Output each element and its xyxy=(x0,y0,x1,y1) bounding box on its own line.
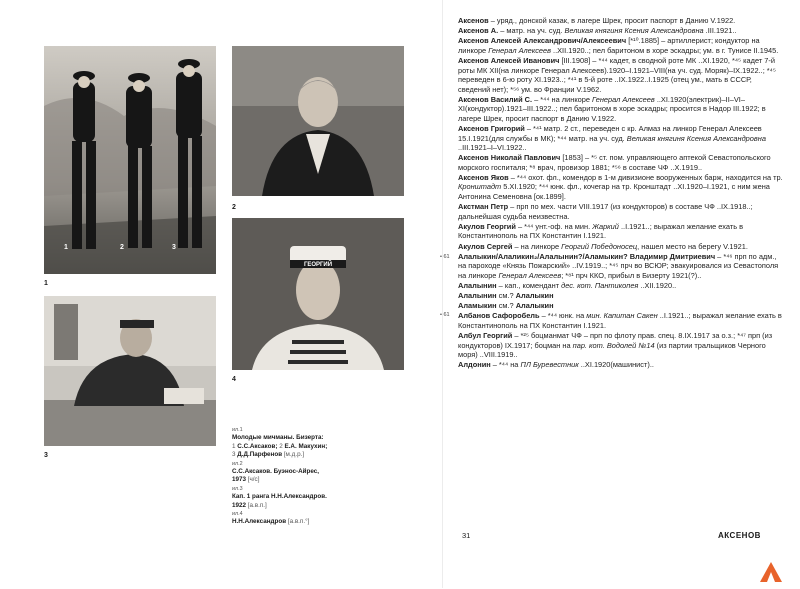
margin-note-1: • 61 xyxy=(440,254,450,260)
entry xyxy=(458,222,783,241)
entry-text: – *²⁵ боцманмат ЧФ – прп по флоту прав. спец. 8.IX.1917 за о.з.; *⁴⁷ прп (из кондукторов) IX.1917; боцман на xyxy=(458,331,773,350)
entry-text: – *⁴¹ матр. 2 ст., переведен с кр. Алмаз на линкор Генерал Алексеев 15.I.1921(для службы в МК); *⁴⁴ матр. на уч. суд. xyxy=(458,123,762,143)
caption-1-title: Молодые мичманы. Бизерта: xyxy=(232,434,324,442)
dictionary-entries xyxy=(458,16,783,370)
caption-1-name-3: Д.Д.Парфенов xyxy=(237,451,283,459)
entry-italic: мин. Капитан Сакен xyxy=(586,311,658,321)
photo-number-4: 4 xyxy=(232,376,236,383)
caption-1-name-1: С.С.Аксаков; xyxy=(237,442,278,450)
running-head: АКСЕНОВ xyxy=(718,531,761,540)
entry xyxy=(458,360,783,370)
photo-4-aleksandrov-sailor xyxy=(232,218,404,370)
entry-italic: Георгий Победоносец xyxy=(561,241,638,251)
photo-number-3: 3 xyxy=(44,452,48,459)
entry-text: – *⁴⁴ на xyxy=(490,360,521,370)
entry xyxy=(458,124,783,153)
entry-name: Алдонин xyxy=(458,360,491,370)
entry-name: Алалынин xyxy=(458,291,497,301)
entry-italic: Великая княгиня Ксения Александровна xyxy=(564,26,704,36)
entry-text: – *⁴⁶ прп по адм., на пароходе «Князь Пожарский» ..IV.1919..; *⁴⁵ прч во ВСЮР; эвакуировался из Севастополя на линкоре xyxy=(458,251,779,280)
entry-italic: Великая княгиня Ксения Александровна xyxy=(626,133,766,143)
entry-name: Аксенов Василий С. xyxy=(458,94,533,104)
cap-ribbon-text: ГЕОРГИЙ xyxy=(303,262,333,268)
inset-number-3: 3 xyxy=(172,244,176,251)
page-number: 31 xyxy=(462,531,471,540)
entry xyxy=(458,202,783,221)
inset-number-1: 1 xyxy=(64,244,68,251)
entry-text: – *⁴⁴ юнк. на xyxy=(539,311,587,321)
entry-name: Албул Георгий xyxy=(458,331,513,340)
caption-4-title: Н.Н.Александров xyxy=(232,518,287,526)
caption-1-name-2: Е.А. Макухин; xyxy=(284,442,328,450)
spread-fold xyxy=(442,0,443,588)
entry-name: Аксенов xyxy=(458,16,489,25)
entry-text: – *⁴⁴ на линкоре xyxy=(532,94,593,104)
entry-name: Аксенов Николай Павлович xyxy=(458,153,561,163)
entry-name: Алалынин xyxy=(458,280,497,290)
entry-text: [1853] – *⁵ ст. пом. управляющего аптекой Севастопольского морского госпиталя; *⁸ врач, провизор 1881; *⁵⁶ в составе ЧФ ..X.1919.. xyxy=(458,153,771,172)
entry xyxy=(458,26,783,36)
entry-text-cont: 5.XI.1920; *⁴⁴ юнк. фл., кочегар на тр. Кронштадт ..XI.1920–I.1921, с ним жена Антонина Семеновна [ок.1899]. xyxy=(458,182,770,201)
entry-text-cont: ..III.1921–I–VI.1922.. xyxy=(458,143,527,153)
caption-label-4: ил.4 xyxy=(232,511,243,518)
entry-text-cont: ..XI.1920(машинист).. xyxy=(578,360,654,370)
entry-text: см.? xyxy=(496,301,516,311)
entry-name: Акулов Георгий xyxy=(458,221,516,231)
entry-text: – кап., комендант xyxy=(496,280,562,290)
entry-name: Аксенов А. xyxy=(458,26,499,36)
caption-label-3: ил.3 xyxy=(232,485,243,492)
entry-text: см.? xyxy=(496,291,516,301)
entry-italic: Генерал Алексеев xyxy=(592,94,655,104)
entry-text-cont: ..I.1921..; выражал желание ехать в Константинополь на ПХ Константин I.1921. xyxy=(458,311,782,330)
entry-name: Акулов Сергей xyxy=(458,241,513,251)
entry-text-cont: ..XII.1920.. xyxy=(638,280,677,290)
caption-2-title: С.С.Аксаков. Буэнос-Айрес, xyxy=(232,468,320,476)
entry-text: [*¹⁰.1885] – артиллерист; кондуктор на линкоре xyxy=(458,36,760,55)
entry xyxy=(458,281,783,291)
caption-label-2: ил.2 xyxy=(232,460,243,467)
entry xyxy=(458,173,783,202)
entry xyxy=(458,36,783,55)
entry-text: – уряд., донской казак, в лагере Шрек, просит паспорт в Данию V.1922. xyxy=(488,16,736,25)
entry-name: Акстман Петр xyxy=(458,202,509,212)
entry-text-cont: ..XII.1920..; пел баритоном в хоре эскадры; ум. в г. Тунисе II.1945. xyxy=(550,45,779,55)
entry xyxy=(458,301,783,311)
entry-italic: Жаркий xyxy=(592,221,619,231)
photo-number-2: 2 xyxy=(232,204,236,211)
entry-italic: Генерал Алексеев xyxy=(488,45,551,55)
entry-italic: ПЛ Буревестник xyxy=(520,360,579,370)
entry-text-cont: , нашел место на берегу V.1921. xyxy=(637,241,748,251)
entry-text-cont: (из партии тральщиков Черного моря) ..VIII.1919.. xyxy=(458,340,766,360)
photo-captions: ил.1 Молодые мичманы. Бизерта: 1 С.С.Аксаков; 2 Е.А. Макухин; 3 Д.Д.Парфенов [м.д.р.] ил.2 С.С.Аксаков. Буэнос-Айрес, 1973 [ч/с] ил.3 Кап. 1 ранга Н.Н.Александров. 1922 [а.в.п.] ил.4 Н.Н.Александров [а.в.п.°] xyxy=(232,426,432,527)
entry-text: [III.1908] – *⁴⁴ кадет, в сводной роте МК ..XI.1920, *⁴⁵ кадет 7-й роты МК XII(на линкоре Генерал Алексеев).1920–I.1921–VIII(на уч. суд. Моряк)–IX.1922..; *⁴⁵ переведен в 6-ю роту XI.1923..; *⁴¹ в 5-й роте ..IX.1922..I.1925 (отец ум., мать в СССР, сведений нет); *⁵⁶ ум. во Франции V.1962. xyxy=(458,55,776,94)
entry xyxy=(458,311,783,330)
photo-2-aksakov xyxy=(232,46,404,196)
photo-number-1: 1 xyxy=(44,280,48,287)
photo-1-midshipmen xyxy=(44,46,216,274)
caption-label-1: ил.1 xyxy=(232,427,243,433)
inset-number-2: 2 xyxy=(120,244,124,251)
entry-name: Аламыкин xyxy=(458,301,497,311)
entry-text: – прп по мех. части VIII.1917 (из кондукторов) в составе ЧФ ..IX.1918..; дальнейшая судьба неизвестна. xyxy=(458,202,753,221)
entry-text-cont: ; *⁸¹ прч ККО, прибыл в Бизерту 1921(?).. xyxy=(561,270,702,280)
entry-text: – на линкоре xyxy=(512,241,562,251)
caption-3-title: Кап. 1 ранга Н.Н.Александров. xyxy=(232,493,327,501)
entry-italic: пар. кот. Водолей №14 xyxy=(572,340,655,350)
entry xyxy=(458,331,783,360)
entry-xref: Алалыкин xyxy=(515,301,554,311)
photo-3-aleksandrov-desk xyxy=(44,296,216,446)
entry-name: Аксенов Григорий xyxy=(458,123,525,133)
entry xyxy=(458,252,783,281)
entry-italic: дес. кот. Пантикопея xyxy=(561,280,639,290)
entry-italic: Кронштадт xyxy=(458,182,502,192)
entry-name: Алалыкин/Алаликин₂/Алалынин?/Аламыкин? Владимир Дмитриевич xyxy=(458,251,716,261)
entry xyxy=(458,56,783,94)
entry-name: Албанов Сафоробель xyxy=(458,311,540,321)
entry-name: Аксенов Алексей Иванович xyxy=(458,55,560,65)
entry xyxy=(458,242,783,252)
entry xyxy=(458,153,783,172)
entry-xref: Алалыкин xyxy=(515,291,554,301)
entry-text: – *⁴⁴ унт.-оф. на мин. xyxy=(515,221,593,231)
entry-text-cont: ..XI.1920(электрик)–II–VI–XI(кондуктор).1921–III.1922..; пел баритоном в хоре эскадры; просится в Надор III.1922; в лагере Шрек, просит паспорт в Данию V.1922. xyxy=(458,94,766,123)
entry xyxy=(458,16,783,26)
entry-text: – *⁴⁴ охот. фл., комендор в 1-м дивизионе вооруженных барж, находится на тр. xyxy=(508,172,783,182)
entry-text-cont: ..I.1921..; выражал желание ехать в Константинополь на ПХ Константин I.1921. xyxy=(458,221,744,241)
entry-name: Аксенов Алексей Александрович/Алексеевич xyxy=(458,36,627,46)
margin-note-2: • 61 xyxy=(440,312,450,318)
entry-name: Аксенов Яков xyxy=(458,172,509,182)
entry-italic: Генерал Алексеев xyxy=(498,270,562,280)
entry xyxy=(458,95,783,124)
publisher-logo-icon xyxy=(758,560,784,584)
entry xyxy=(458,291,783,301)
entry-text: – матр. на уч. суд. xyxy=(498,26,565,36)
entry-text-cont: .III.1921.. xyxy=(703,26,737,36)
